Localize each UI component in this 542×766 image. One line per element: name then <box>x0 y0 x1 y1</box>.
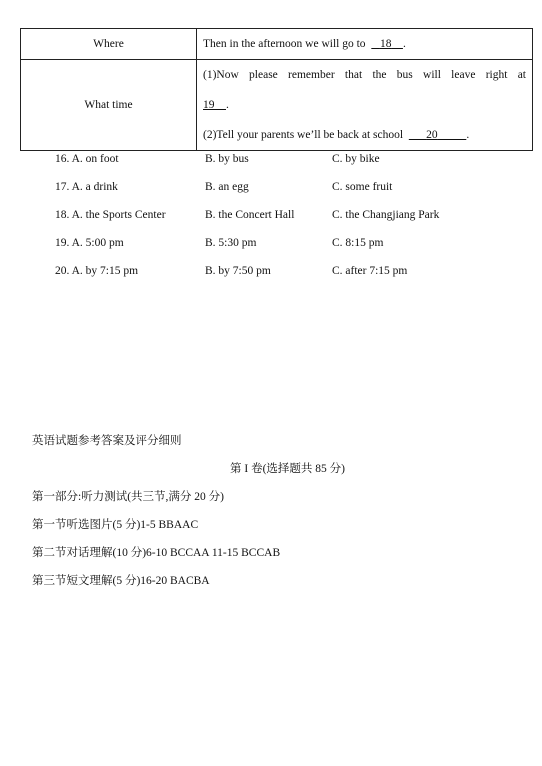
option-b: B. by 7:50 pm <box>205 265 271 277</box>
section-answers: 第三节短文理解(5 分)16-20 BACBA <box>32 575 210 587</box>
option-c: C. by bike <box>332 153 380 165</box>
answer-key <box>32 432 345 600</box>
text: . <box>402 38 406 50</box>
option-a: 20. A. by 7:15 pm <box>55 265 139 277</box>
section-answers: 第一节听选图片(5 分)1-5 BBAAC <box>32 519 199 531</box>
text-line: (1)Now please remember that the bus will leave right at <box>203 69 526 81</box>
option-c: C. after 7:15 pm <box>332 265 408 277</box>
option-b: B. an egg <box>205 181 249 193</box>
section-answers: 第二节对话理解(10 分)6-10 BCCAA 11-15 BCCAB <box>32 547 281 559</box>
option-a: 18. A. the Sports Center <box>55 209 166 221</box>
option-a: 17. A. a drink <box>55 181 118 193</box>
row-label-what-time: What time <box>21 60 197 151</box>
option-c: C. the Changjiang Park <box>332 209 440 221</box>
section-title: 第 I 卷(选择题共 85 分) <box>230 463 345 475</box>
row-content-what-time <box>197 60 533 151</box>
option-b: B. the Concert Hall <box>205 209 295 221</box>
option-a: 19. A. 5:00 pm <box>55 237 124 249</box>
text-line: 19 . <box>203 99 229 111</box>
blank-20: 20 <box>426 129 438 141</box>
option-c: C. some fruit <box>332 181 393 193</box>
option-c: C. 8:15 pm <box>332 237 384 249</box>
table-row <box>21 29 533 60</box>
listening-table <box>20 28 533 151</box>
row-content-where <box>197 29 533 60</box>
row-label-where: Where <box>21 29 197 60</box>
text: Then in the afternoon we will go to <box>203 38 366 50</box>
blank-19: 19 <box>203 99 215 111</box>
blank-18: 18 <box>379 38 392 50</box>
table-row <box>21 60 533 151</box>
text-line: (2)Tell your parents we’ll be back at school 20 . <box>203 129 470 141</box>
answer-heading: 英语试题参考答案及评分细则 <box>32 435 182 447</box>
part-title: 第一部分:听力测试(共三节,满分 20 分) <box>32 491 224 503</box>
option-b: B. by bus <box>205 153 249 165</box>
option-a: 16. A. on foot <box>55 153 119 165</box>
option-b: B. 5:30 pm <box>205 237 257 249</box>
